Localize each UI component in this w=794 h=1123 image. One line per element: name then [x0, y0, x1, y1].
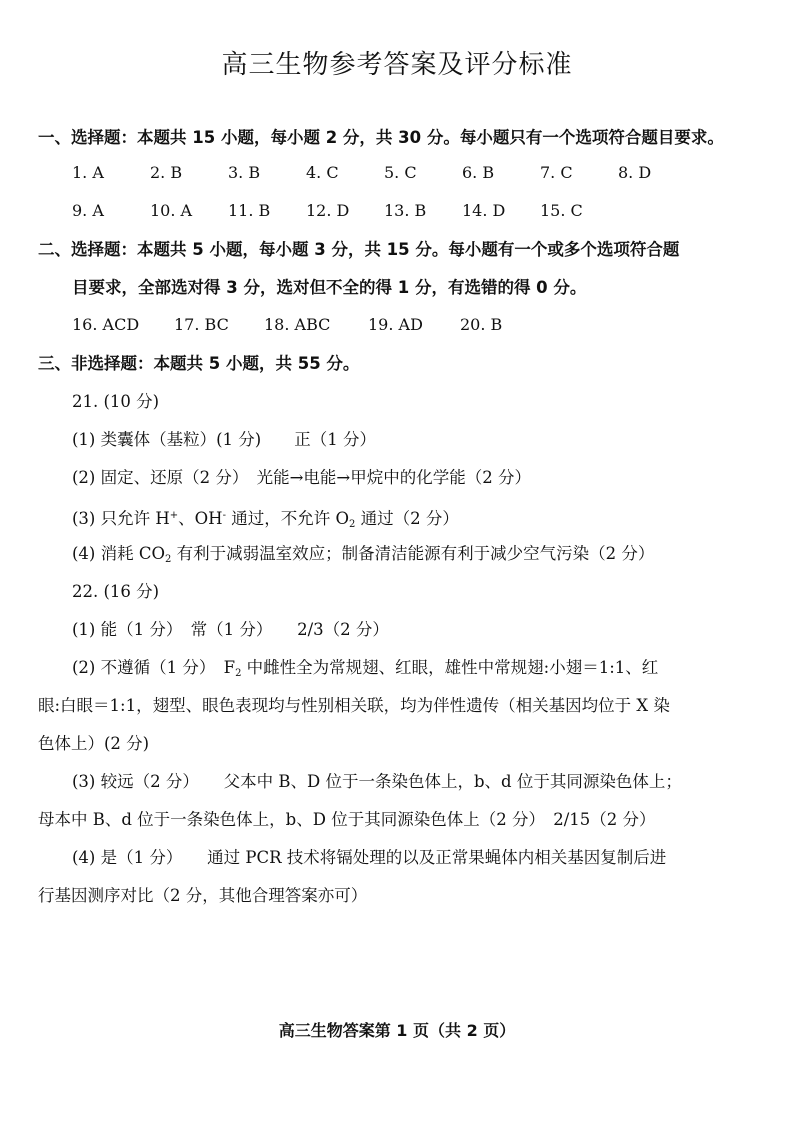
answer-19: 19. AD [368, 315, 423, 334]
q21-a3-sup1: + [169, 510, 179, 521]
q21-answer-2: (2) 固定、还原（2 分） 光能→电能→甲烷中的化学能（2 分） [72, 468, 532, 487]
q21-a4-post: 有利于减弱温室效应；制备清洁能源有利于减少空气污染（2 分） [171, 544, 655, 563]
page-title: 高三生物参考答案及评分标准 [221, 50, 573, 80]
section1-answers-row1 [72, 162, 678, 184]
q22-answer-3-line2: 母本中 B、d 位于一条染色体上，b、D 位于其同源染色体上（2 分） 2/15（2 分） [38, 810, 656, 829]
section2-heading-line1: 二、选择题：本题共 5 小题，每小题 3 分，共 15 分。每小题有一个或多个选项符合题 [38, 240, 680, 259]
q22-answer-2-line2: 眼:白眼＝1:1，翅型、眼色表现均与性别相关联，均为伴性遗传（相关基因均位于 X 染 [38, 696, 670, 715]
section2-answers-row [72, 314, 520, 336]
q21-a3-pre: (3) 只允许 H [72, 509, 170, 528]
section3-heading: 三、非选择题：本题共 5 小题，共 55 分。 [38, 354, 360, 373]
section1-answers-row2 [72, 200, 600, 222]
q22-a2-sub: 2 [235, 668, 242, 679]
answer-15: 15. C [540, 201, 583, 220]
answer-6: 6. B [462, 163, 495, 182]
answer-9: 9. A [72, 201, 104, 220]
q21-a4-sub: 2 [165, 554, 172, 565]
q22-answer-1: (1) 能（1 分） 常（1 分） 2/3（2 分） [72, 620, 389, 639]
q22-label: 22. (16 分) [72, 582, 160, 601]
answer-1: 1. A [72, 163, 104, 182]
q21-answer-1: (1) 类囊体（基粒）(1 分) 正（1 分） [72, 430, 376, 449]
answer-20: 20. B [460, 315, 503, 334]
page-footer: 高三生物答案第 1 页（共 2 页） [278, 1021, 516, 1040]
q22-answer-3-line1: (3) 较远（2 分） 父本中 B、D 位于一条染色体上，b、d 位于其同源染色体上； [72, 772, 682, 791]
q22-a2-post: 中雌性全为常规翅、红眼，雄性中常规翅:小翅＝1:1、红 [241, 658, 659, 677]
q22-answer-2-line3: 色体上）(2 分) [38, 734, 150, 753]
q22-answer-4-line2: 行基因测序对比（2 分，其他合理答案亦可） [38, 886, 368, 905]
answer-2: 2. B [150, 163, 183, 182]
q21-a3-sub: 2 [349, 519, 356, 530]
answer-13: 13. B [384, 201, 427, 220]
answer-3: 3. B [228, 163, 261, 182]
answer-16: 16. ACD [72, 315, 140, 334]
q21-a3-mid: 、OH [178, 509, 223, 528]
answer-5: 5. C [384, 163, 417, 182]
answer-12: 12. D [306, 201, 350, 220]
q21-a3-sup2: - [222, 510, 226, 521]
answer-7: 7. C [540, 163, 573, 182]
answer-10: 10. A [150, 201, 193, 220]
q21-label: 21. (10 分) [72, 392, 160, 411]
q21-a3-mid2: 通过，不允许 O [225, 509, 349, 528]
q22-a2-pre: (2) 不遵循（1 分） F [72, 658, 236, 677]
q21-answer-4 [72, 543, 654, 571]
answer-11: 11. B [228, 201, 271, 220]
answer-14: 14. D [462, 201, 506, 220]
q21-answer-3 [72, 505, 459, 536]
answer-17: 17. BC [174, 315, 229, 334]
q22-answer-2-line1 [72, 657, 658, 685]
q22-answer-4-line1: (4) 是（1 分） 通过 PCR 技术将镉处理的以及正常果蝇体内相关基因复制后进 [72, 848, 667, 867]
q21-a3-post: 通过（2 分） [355, 509, 459, 528]
answer-18: 18. ABC [264, 315, 331, 334]
answer-8: 8. D [618, 163, 652, 182]
q21-a4-pre: (4) 消耗 CO [72, 544, 166, 563]
section2-heading-line2: 目要求，全部选对得 3 分，选对但不全的得 1 分，有选错的得 0 分。 [72, 278, 587, 297]
answer-4: 4. C [306, 163, 339, 182]
section1-heading: 一、选择题：本题共 15 小题，每小题 2 分，共 30 分。每小题只有一个选项符合题目要求。 [38, 128, 724, 147]
